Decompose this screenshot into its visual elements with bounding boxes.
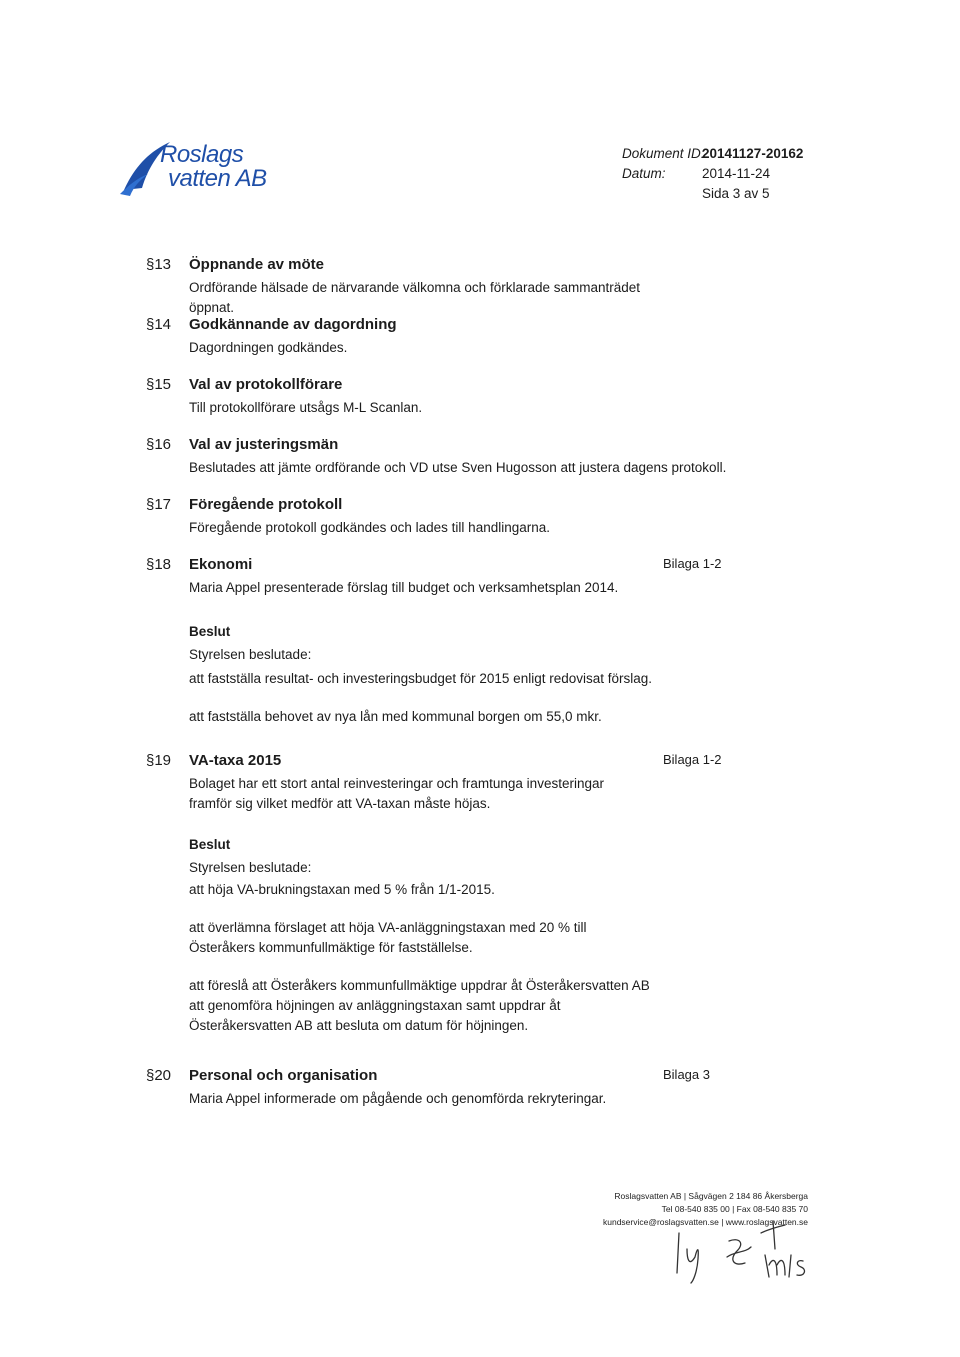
doc-id-label: Dokument ID: [622,146,705,161]
section-title: Godkännande av dagordning [189,316,397,333]
attachment-reference: Bilaga 1-2 [663,752,722,767]
section-body: Maria Appel informerade om pågående och genomförda rekryteringar. [189,1091,607,1106]
decision-item: att höja VA-brukningstaxan med 5 % från 1/1-2015. [189,882,495,897]
section-title: Föregående protokoll [189,496,343,513]
section-number: §17 [146,496,172,513]
doc-id-value: 20141127-20162 [702,146,804,161]
section-title: Val av protokollförare [189,376,343,393]
section-body: Dagordningen godkändes. [189,340,348,355]
decision-block-19 [189,835,659,855]
date-label: Datum: [622,166,666,181]
section-title: Personal och organisation [189,1067,378,1084]
section-body: Föregående protokoll godkändes och lades till handlingarna. [189,520,550,535]
decision-item: att överlämna förslaget att höja VA-anläggningstaxan med 20 % till Österåkers kommunfullmäktige för fastställelse. [189,920,587,955]
decision-block-18 [189,622,659,642]
page-indicator: Sida 3 av 5 [702,186,770,201]
decision-item: att fastställa behovet av nya lån med kommunal borgen om 55,0 mkr. [189,709,602,724]
decision-item: att föreslå att Österåkers kommunfullmäktige uppdrar åt Österåkersvatten AB att genomföra höjningen av anläggningstaxan samt uppdrar åt Österåkersvatten AB att besluta om datum för höjningen. [189,978,650,1033]
section-title: VA-taxa 2015 [189,752,282,769]
decision-item: att fastställa resultat- och investeringsbudget för 2015 enligt redovisat förslag. [189,671,653,686]
section-body: Ordförande hälsade de närvarande välkomna och förklarade sammanträdet öppnat. [189,280,641,315]
section-body: Beslutades att jämte ordförande och VD utse Sven Hugosson att justera dagens protokoll. [189,460,727,475]
company-logo [118,138,278,200]
section-title: Val av justeringsmän [189,436,339,453]
section-number: §14 [146,316,172,333]
section-number: §15 [146,376,172,393]
logo-line1: Roslags [160,141,244,168]
section-title: Ekonomi [189,556,253,573]
section-number: §19 [146,752,172,769]
handwritten-initials-signature [665,1215,815,1285]
decision-intro: Styrelsen beslutade: [189,647,312,662]
section-number: §20 [146,1067,172,1084]
section-body: Till protokollförare utsågs M-L Scanlan. [189,400,423,415]
footer-contact: kundservice@roslagsvatten.se | www.roslagsvatten.se [602,1217,808,1227]
attachment-reference: Bilaga 1-2 [663,556,722,571]
date-value: 2014-11-24 [702,166,771,181]
section-body: Maria Appel presenterade förslag till budget och verksamhetsplan 2014. [189,580,619,595]
decision-heading: Beslut [189,624,231,639]
section-number: §18 [146,556,172,573]
decision-intro: Styrelsen beslutade: [189,860,312,875]
footer-address: Roslagsvatten AB | Sågvägen 2 184 86 Åkersberga [614,1191,808,1201]
footer-phone: Tel 08-540 835 00 | Fax 08-540 835 70 [661,1204,808,1214]
logo-line2: vatten AB [168,165,267,192]
logo-text [160,143,267,191]
decision-heading: Beslut [189,837,231,852]
attachment-reference: Bilaga 3 [663,1067,710,1082]
section-number: §16 [146,436,172,453]
section-number: §13 [146,256,172,273]
section-title: Öppnande av möte [189,256,325,273]
document-meta [622,144,803,204]
section-body: Bolaget har ett stort antal reinvesteringar och framtunga investeringar framför sig vilket medför att VA-taxan måste höjas. [189,776,604,811]
